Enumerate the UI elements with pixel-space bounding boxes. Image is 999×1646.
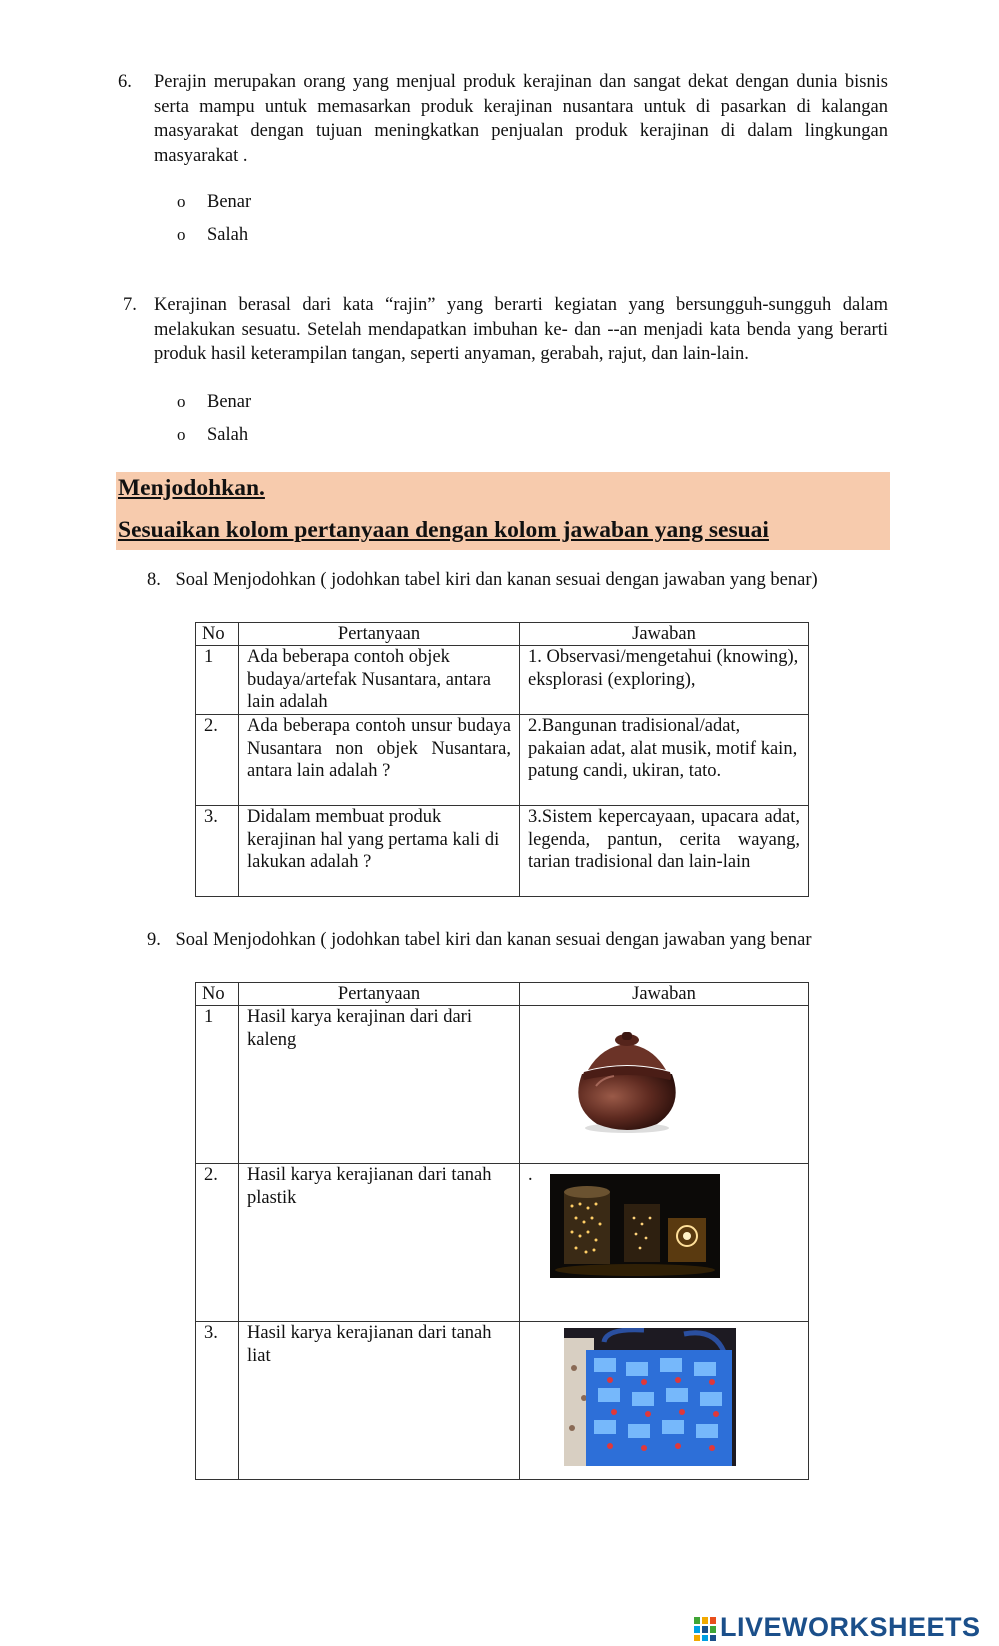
header-no: No <box>196 623 239 646</box>
section-title: Menjodohkan. <box>118 475 265 501</box>
answer-cell[interactable] <box>520 1322 809 1480</box>
row-number: 2. <box>196 1164 239 1322</box>
header-pertanyaan: Pertanyaan <box>239 623 520 646</box>
question-number: 9. <box>147 930 161 950</box>
table-row <box>196 806 809 897</box>
row-number: 3. <box>196 806 239 897</box>
question-7 <box>118 293 888 367</box>
option-benar[interactable] <box>177 392 251 413</box>
table-row <box>196 646 809 715</box>
table-header-row <box>196 983 809 1006</box>
answer-cell[interactable]: 2.Bangunan tradisional/adat, pakaian adat, alat musik, motif kain, patung candi, ukiran, tato. <box>520 715 809 806</box>
option-salah[interactable] <box>177 425 248 446</box>
section-subtitle: Sesuaikan kolom pertanyaan dengan kolom jawaban yang sesuai <box>118 517 769 543</box>
answer-mark: . <box>528 1165 533 1185</box>
table-row <box>196 1164 809 1322</box>
option-label: Benar <box>207 192 252 212</box>
answer-cell[interactable] <box>520 1164 809 1322</box>
table-row <box>196 1322 809 1480</box>
question-6 <box>118 70 888 168</box>
brand-text: LIVEWORKSHEETS <box>720 1612 981 1642</box>
radio-bullet-icon: o <box>177 392 186 411</box>
radio-bullet-icon: o <box>177 425 186 444</box>
section-banner <box>116 472 890 550</box>
table-row <box>196 1006 809 1164</box>
row-number: 1 <box>196 646 239 715</box>
table-row <box>196 715 809 806</box>
header-no: No <box>196 983 239 1006</box>
header-jawaban: Jawaban <box>520 623 809 646</box>
matching-table-9 <box>195 982 809 1480</box>
question-cell: Hasil karya kerajianan dari tanah liat <box>239 1322 520 1480</box>
table-header-row <box>196 623 809 646</box>
liveworksheets-logo <box>694 1612 981 1642</box>
header-jawaban: Jawaban <box>520 983 809 1006</box>
row-number: 1 <box>196 1006 239 1164</box>
answer-cell[interactable] <box>520 1006 809 1164</box>
question-cell: Ada beberapa contoh objek budaya/artefak Nusantara, antara lain adalah <box>239 646 520 715</box>
question-text: Kerajinan berasal dari kata “rajin” yang berarti kegiatan yang bersungguh-sungguh dalam melakukan sesuatu. Setelah mendapatkan imbuhan ke- dan --an menjadi kata benda yang berarti produk hasil keterampilan tangan, seperti anyaman, gerabah, rajut, dan lain-lain. <box>154 295 888 364</box>
question-cell: Hasil karya kerajinan dari dari kaleng <box>239 1006 520 1164</box>
clay-pot-image <box>562 1026 692 1136</box>
answer-cell[interactable]: 3.Sistem kepercayaan, upacara adat, legenda, pantun, cerita wayang, tarian tradisional dan lain-lain <box>520 806 809 897</box>
question-number: 6. <box>118 72 132 92</box>
question-text: Soal Menjodohkan ( jodohkan tabel kiri dan kanan sesuai dengan jawaban yang benar) <box>175 570 818 590</box>
question-9 <box>147 930 812 951</box>
plastic-wrapper-bag-image <box>564 1328 736 1466</box>
radio-bullet-icon: o <box>177 192 186 211</box>
question-number: 7. <box>123 295 137 315</box>
tin-can-lanterns-image <box>550 1174 720 1278</box>
option-label: Salah <box>207 425 249 445</box>
header-pertanyaan: Pertanyaan <box>239 983 520 1006</box>
option-salah[interactable] <box>177 225 248 246</box>
question-text: Perajin merupakan orang yang menjual produk kerajinan dan sangat dekat dengan dunia bisnis serta mampu untuk memasarkan produk kerajinan nusantara untuk di pasarkan di kalangan masyarakat dengan tujuan meningkatkan penjualan produk kerajinan di dalam lingkungan masyarakat . <box>154 72 888 166</box>
option-benar[interactable] <box>177 192 251 213</box>
question-cell: Didalam membuat produk kerajinan hal yang pertama kali di lakukan adalah ? <box>239 806 520 897</box>
question-8 <box>147 570 818 591</box>
answer-cell[interactable]: 1. Observasi/mengetahui (knowing), eksplorasi (exploring), <box>520 646 809 715</box>
liveworksheets-logo-icon <box>694 1617 716 1641</box>
radio-bullet-icon: o <box>177 225 186 244</box>
row-number: 2. <box>196 715 239 806</box>
option-label: Salah <box>207 225 249 245</box>
question-text: Soal Menjodohkan ( jodohkan tabel kiri dan kanan sesuai dengan jawaban yang benar <box>175 930 812 950</box>
matching-table-8 <box>195 622 809 897</box>
question-cell: Hasil karya kerajianan dari tanah plastik <box>239 1164 520 1322</box>
option-label: Benar <box>207 392 252 412</box>
question-number: 8. <box>147 570 161 590</box>
question-cell: Ada beberapa contoh unsur budaya Nusantara non objek Nusantara, antara lain adalah ? <box>239 715 520 806</box>
row-number: 3. <box>196 1322 239 1480</box>
